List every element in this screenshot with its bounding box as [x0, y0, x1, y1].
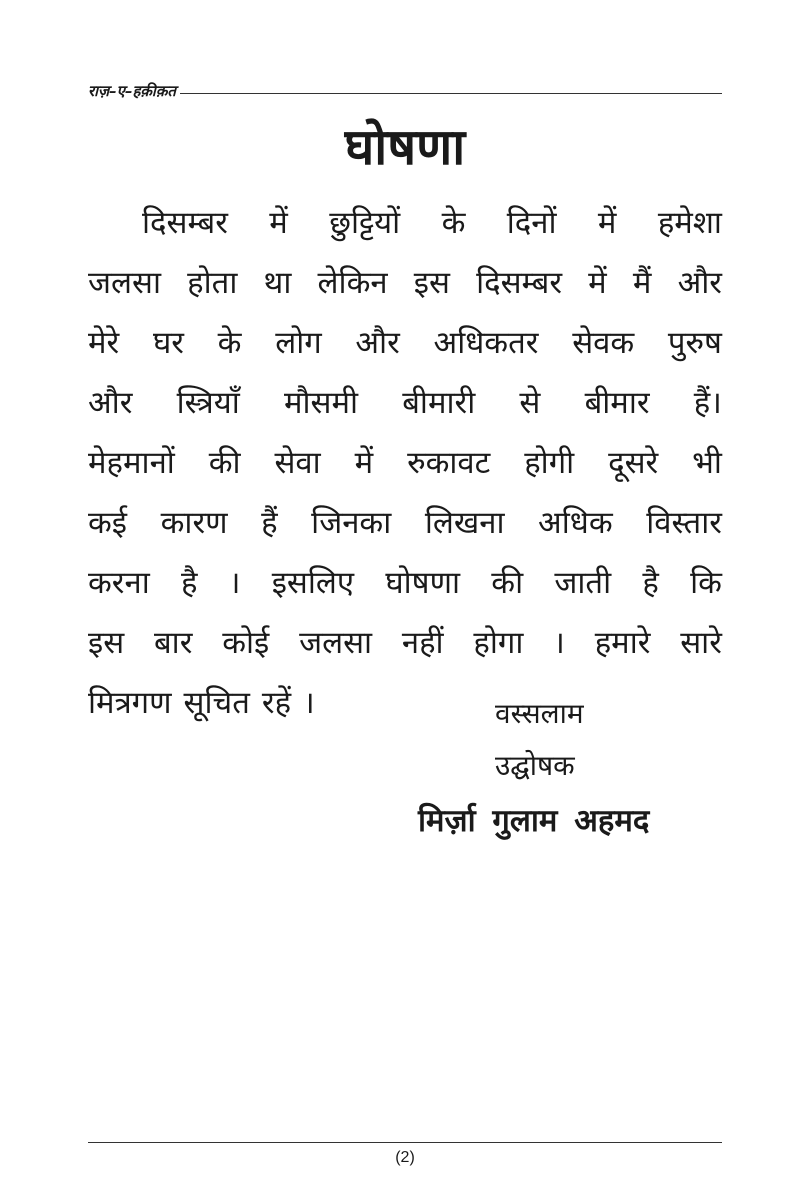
closing-salutation: वस्सलाम [495, 697, 584, 730]
body-word: हमारे [594, 625, 651, 661]
body-word: इस [413, 265, 450, 301]
body-line [88, 192, 722, 252]
signatory-name: मिर्ज़ा गुलाम अहमद [418, 803, 650, 839]
body-word: है [180, 565, 198, 601]
body-word: था [263, 265, 292, 301]
body-line [88, 552, 722, 612]
body-word: इसलिए [271, 565, 355, 601]
body-word: मेरे [88, 325, 120, 361]
announcement-body [88, 192, 722, 732]
body-word: हैं। [693, 385, 722, 421]
body-line [88, 672, 722, 732]
body-word: सारे [680, 625, 722, 661]
body-word: भी [692, 445, 722, 481]
body-word: में [354, 445, 374, 481]
closing-designation: उद्घोषक [495, 749, 575, 782]
body-word: । [228, 565, 241, 601]
body-word: सूचित [183, 685, 250, 721]
body-line [88, 252, 722, 312]
body-word: कोई [222, 625, 270, 661]
running-header-title: राज़–ए–हक़ीक़त [88, 82, 176, 100]
body-word: अधिक [538, 505, 613, 541]
body-word: की [208, 445, 241, 481]
body-word: दिनों [506, 205, 557, 241]
body-word: करना [88, 565, 150, 601]
body-word: में [597, 205, 617, 241]
body-word: होगा [473, 625, 524, 661]
header-rule [180, 93, 722, 94]
body-word: और [677, 265, 722, 301]
body-word: होता [187, 265, 238, 301]
body-word: इस [88, 625, 125, 661]
body-word: कारण [160, 505, 228, 541]
body-word: से [519, 385, 541, 421]
body-line [88, 612, 722, 672]
body-word: मैं [632, 265, 652, 301]
body-word: मेहमानों [88, 445, 175, 481]
body-word: और [355, 325, 400, 361]
body-word: । [553, 625, 565, 661]
body-word: रुकावट [407, 445, 491, 481]
body-word: जाती [554, 565, 612, 601]
body-word: बीमारी [402, 385, 476, 421]
page-title: घोषणा [344, 118, 466, 176]
body-word: जिनका [311, 505, 392, 541]
body-word: रहें [261, 685, 292, 721]
body-word: घर [152, 325, 184, 361]
body-word: सेवा [274, 445, 321, 481]
body-word: लोग [275, 325, 322, 361]
body-word: जलसा [299, 625, 373, 661]
footer-rule [88, 1142, 722, 1143]
body-word: मौसमी [283, 385, 359, 421]
body-word: के [441, 205, 466, 241]
body-word: दिसम्बर [476, 265, 562, 301]
body-word: के [217, 325, 242, 361]
body-word: हैं [261, 505, 278, 541]
body-word: । [303, 685, 315, 721]
body-line [88, 372, 722, 432]
body-word: में [269, 205, 288, 241]
body-line [88, 432, 722, 492]
body-word: लेकिन [317, 265, 388, 301]
body-word: पुरुष [667, 325, 722, 361]
body-word: जलसा [88, 265, 162, 301]
body-line [88, 312, 722, 372]
body-word: बार [153, 625, 193, 661]
body-word: कई [88, 505, 128, 541]
body-word: बीमार [584, 385, 650, 421]
body-word: और [88, 385, 133, 421]
body-word: कि [690, 565, 722, 601]
body-word: है [642, 565, 659, 601]
body-word: मित्रगण [88, 685, 172, 721]
body-word: लिखना [424, 505, 505, 541]
body-word: होगी [524, 445, 575, 481]
body-line [88, 492, 722, 552]
body-word: विस्तार [646, 505, 722, 541]
body-word: दूसरे [608, 445, 659, 481]
body-word: की [491, 565, 524, 601]
body-word: स्त्रियाँ [176, 385, 240, 421]
body-word: अधिकतर [433, 325, 539, 361]
body-word: हमेशा [657, 205, 722, 241]
body-word: सेवक [572, 325, 635, 361]
running-header [88, 78, 722, 100]
page-number: (2) [395, 1149, 415, 1166]
body-word: दिसम्बर [142, 205, 228, 241]
body-word: छुट्टियों [329, 205, 401, 241]
body-word: नहीं [401, 625, 444, 661]
body-word: घोषणा [385, 565, 461, 601]
body-word: में [588, 265, 607, 301]
